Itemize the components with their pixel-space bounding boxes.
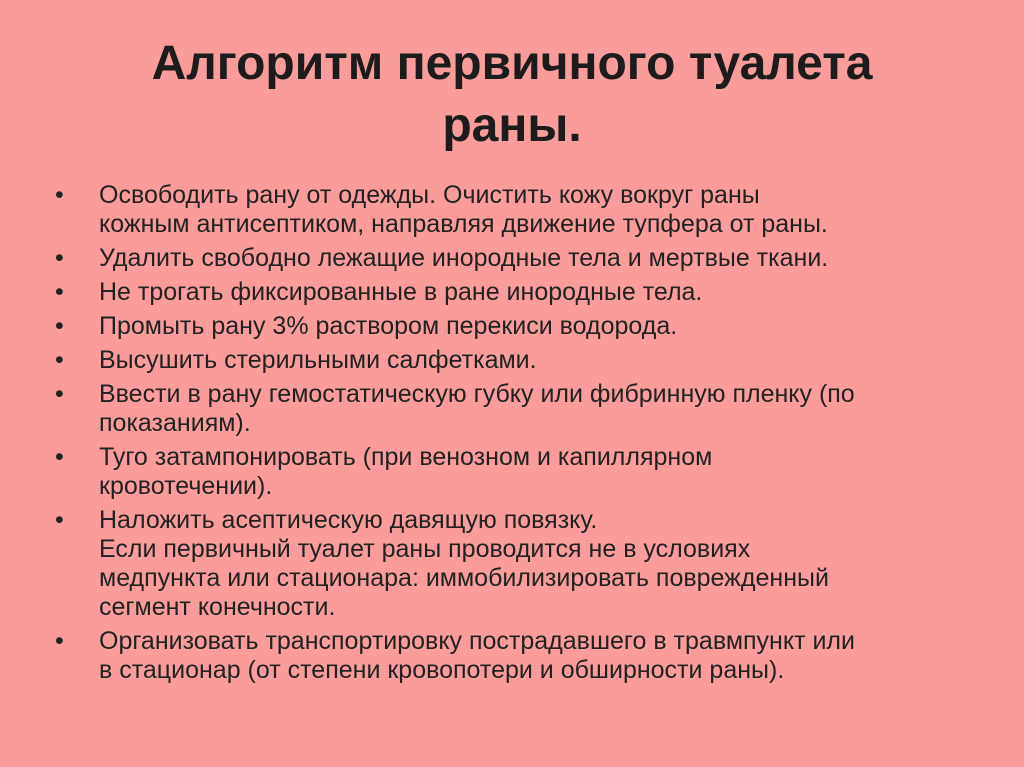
bullet-line: Не трогать фиксированные в ране инородные тела. [99, 278, 703, 306]
bullet-marker: • [55, 380, 64, 408]
bullet-line: Наложить асептическую давящую повязку. [99, 506, 598, 534]
bullet-text [99, 627, 985, 685]
bullet-marker: • [55, 506, 64, 534]
bullet-text [99, 181, 985, 239]
bullet-line: Организовать транспортировку пострадавшего в травмпункт или [99, 627, 855, 655]
bullet-list [55, 181, 985, 690]
bullet-text [99, 380, 985, 438]
bullet-line: кровотечении). [99, 472, 273, 500]
bullet-text [99, 506, 985, 622]
bullet-item-7 [55, 443, 985, 501]
slide-title [40, 33, 984, 157]
bullet-item-8 [55, 506, 985, 622]
bullet-item-4 [55, 312, 985, 341]
bullet-line: Высушить стерильными салфетками. [99, 346, 537, 374]
bullet-text [99, 312, 985, 341]
bullet-line: Удалить свободно лежащие инородные тела и мертвые ткани. [99, 244, 829, 272]
bullet-item-3 [55, 278, 985, 307]
bullet-item-5 [55, 346, 985, 375]
bullet-line: Туго затампонировать (при венозном и капиллярном [99, 443, 713, 471]
bullet-line: Ввести в рану гемостатическую губку или фибринную пленку (по [99, 380, 855, 408]
bullet-line: Если первичный туалет раны проводится не в условиях [99, 535, 751, 563]
bullet-marker: • [55, 244, 64, 272]
title-line-1: Алгоритм первичного туалета [151, 37, 873, 90]
bullet-text [99, 278, 985, 307]
bullet-text [99, 244, 985, 273]
bullet-line: Освободить рану от одежды. Очистить кожу вокруг раны [99, 181, 760, 209]
bullet-item-6 [55, 380, 985, 438]
bullet-item-2 [55, 244, 985, 273]
bullet-line: в стационар (от степени кровопотери и обширности раны). [99, 656, 785, 684]
bullet-marker: • [55, 346, 64, 374]
bullet-item-9 [55, 627, 985, 685]
title-line-2: раны. [442, 99, 582, 152]
bullet-line: медпункта или стационара: иммобилизировать поврежденный [99, 564, 829, 592]
bullet-marker: • [55, 443, 64, 471]
bullet-line: Промыть рану 3% раствором перекиси водорода. [99, 312, 678, 340]
bullet-line: кожным антисептиком, направляя движение тупфера от раны. [99, 210, 828, 238]
bullet-marker: • [55, 627, 64, 655]
bullet-item-1 [55, 181, 985, 239]
bullet-text [99, 346, 985, 375]
bullet-line: сегмент конечности. [99, 593, 336, 621]
bullet-marker: • [55, 278, 64, 306]
bullet-marker: • [55, 312, 64, 340]
bullet-marker: • [55, 181, 64, 209]
bullet-text [99, 443, 985, 501]
bullet-line: показаниям). [99, 409, 251, 437]
